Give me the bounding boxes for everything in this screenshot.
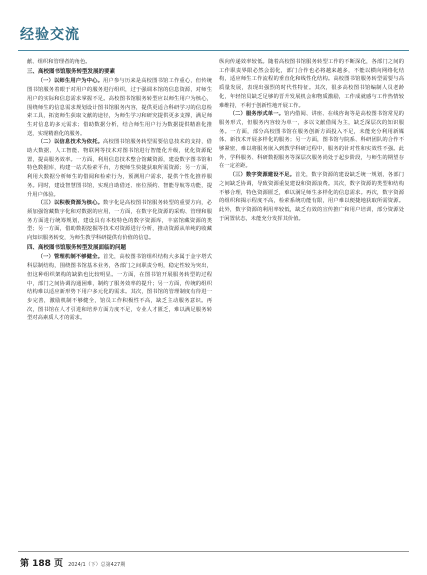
section-title: 经验交流: [20, 27, 80, 43]
body-paragraph: [27, 77, 212, 138]
body-paragraph: [219, 58, 404, 110]
page-number: 第 188 页: [20, 559, 64, 569]
paragraph-text: 数字化是高校图书馆服务转型的重要方向，必须加强馆藏数字化和对数据的应用，一方面，在数字化资源的采购、管理和服务方面进行统筹规划，建设具有本校特色的数字资源库，丰富馆藏资源的类型；另一方面，借助数据挖掘等技术对资源进行分析，推动资源从单纯的收藏向知识服务转变，为师生教学科研提供有价值的信息。: [27, 200, 212, 242]
subsection-lead: （三）数字资源建设不足。: [229, 172, 296, 179]
subsection-lead: （一）以师生用户为中心。: [37, 78, 104, 85]
paragraph-text: 用户参与历来是高校图书馆工作重心，但传统图书馆服务着眼于对用户的服务进行组织，过于强调本馆的信息资源，对师生用户的实际和信息需求掌握不足。高校图书馆服务转型应以师生用户为核心，围绕师生的信息需求规划设计图书馆服务内容，提供更适合科研学习的信息检索工具，拓宽师生获取文献的途径，为师生学习和研究提供更多支撑，满足师生对信息的多元需求；借助数据分析，结合师生用户行为数据提供精准化推送，实现精准化的服务。: [27, 78, 212, 137]
paragraph-text: 纵向传递效率较低。随着高校图书馆服务转型工作的不断深化，各部门之间的工作职责界限必然会弱化，部门合作也必将越来越多，不能以横向网络化结构，适应师生工作流程的垂直化和线性化结构。高校图书馆服务转型需要与高质量发展，表现出强烈的时代性特征。其次，很多高校图书馆编制人员老龄化，年轻馆员缺乏足够的晋升发展机会和物质激励，工作成就感与工作热情较难维持，不利于创新性地开展工作。: [219, 59, 404, 109]
paragraph-text: 首先，高校图书馆组织结构大多属于金字塔式科层制结构，围绕图书馆基本业务，各部门之间职责分明，稳定性较为突出，但这种组织架构的缺陷也比较明显。一方面，在图书馆开展服务转型的过程中，部门之间协调沟通困难，制约了服务效率的提升；另一方面，传统的组织结构难以适应新形势下用户多元化的需求。其次，图书馆的管理制度有待进一步完善，激励机制不够健全，馆员工作积极性不高，缺乏主动服务意识。再次，图书馆在人才引进和培养方面力度不足，专业人才匮乏，难以满足服务转型对高素质人才的需求。: [27, 254, 212, 322]
footer-rule: [18, 551, 409, 552]
footer: [20, 556, 125, 569]
header-rule: [18, 50, 409, 51]
subsection-lead: （三）以积极资源为核心。: [37, 200, 104, 207]
paragraph-text: 献、组织和管理者的角色。: [27, 59, 91, 65]
issue-info: 2024/1（下）总第427期: [68, 562, 126, 568]
body-paragraph: [27, 58, 212, 67]
subsection-lead: （二）以信息技术为依托。: [37, 139, 104, 146]
body-paragraph: [27, 253, 212, 323]
paragraph-text: 高校图书馆服务转型需要信息技术的支持，借助大数据、人工智能、物联网等技术对图书馆进行智能化升级，优化资源配置，提高服务效率。一方面，利用信息技术整合馆藏资源，建设数字图书馆和特色数据库，构建一站式检索平台，方便师生快捷获取所需资源；另一方面，利用大数据分析师生的借阅和检索行为，预测用户需求，提供个性化推荐服务。同时，建设智慧图书馆，实现自助借还、座位预约、智能导航等功能，提升用户体验。: [27, 139, 212, 198]
body-paragraph: [219, 171, 404, 223]
right-column: [219, 58, 404, 223]
subsection-lead: （二）服务形式单一。: [229, 111, 285, 118]
section-heading: 三、高校图书馆服务转型发展的要素: [27, 68, 116, 75]
left-column: [27, 58, 212, 323]
subsection-lead: （一）管理机制不够健全。: [37, 254, 104, 261]
paragraph-text: 馆内借阅、讲座、在线咨询等是高校图书馆常见的服务形式，但服务内容较为单一，多以文献借阅为主，缺乏深层次的知识服务。一方面，部分高校图书馆在服务创新方面投入不足，未能充分利用新媒体、新技术开展多样化的服务；另一方面，图书馆与院系、科研团队的合作不够紧密，难以将服务嵌入到教学科研过程中，服务的针对性和实效性不强。此外，学科服务、科研数据服务等深层次服务尚处于起步阶段，与师生的期望存在一定差距。: [219, 111, 404, 170]
section-heading: 四、高校图书馆服务转型发展面临的问题: [27, 244, 127, 251]
body-paragraph: [219, 110, 404, 171]
body-paragraph: [27, 199, 212, 243]
body-paragraph: [27, 138, 212, 199]
paragraph-text: 首先，数字资源的建设缺乏统一规划，各部门之间缺乏协调，导致资源重复建设和资源浪费。其次，数字资源的类型和结构不够合理，特色资源匮乏，难以满足师生多样化的信息需求。再次，数字资源的组织和揭示程度不高，检索系统功能有限，用户难以便捷地获取所需资源。此外，数字资源的利用率较低，缺乏有效的宣传推广和用户培训，部分资源处于闲置状态，未能充分发挥其价值。: [219, 172, 404, 222]
